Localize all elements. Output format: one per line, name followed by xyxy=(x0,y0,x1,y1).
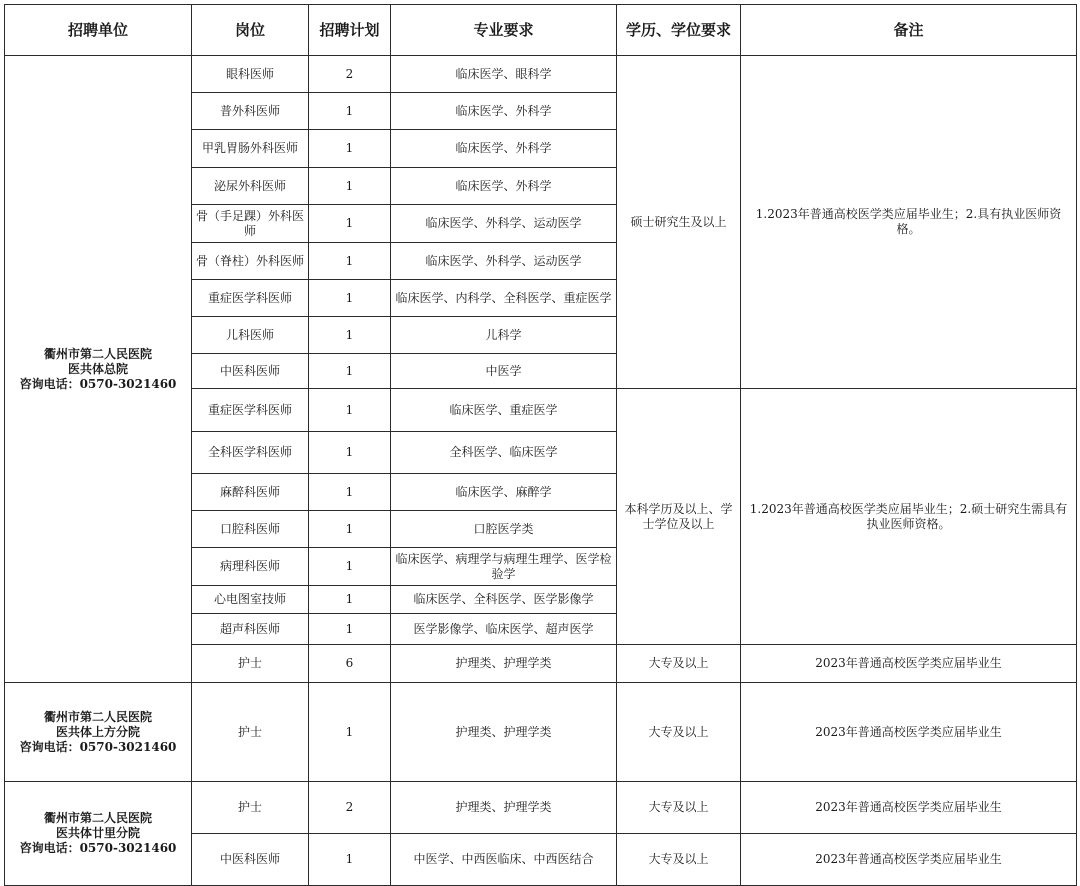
note-cell-master: 1.2023年普通高校医学类应届毕业生；2.具有执业医师资格。 xyxy=(741,56,1077,389)
header-position: 岗位 xyxy=(192,5,309,56)
plan-cell: 2 xyxy=(309,56,391,93)
major-cell: 临床医学、外科学 xyxy=(391,168,617,205)
major-cell: 医学影像学、临床医学、超声医学 xyxy=(391,614,617,645)
major-cell: 临床医学、外科学、运动医学 xyxy=(391,243,617,280)
major-cell: 临床医学、病理学与病理生理学、医学检验学 xyxy=(391,548,617,586)
major-cell: 临床医学、内科学、全科医学、重症医学 xyxy=(391,280,617,317)
position-cell: 超声科医师 xyxy=(192,614,309,645)
major-cell: 口腔医学类 xyxy=(391,511,617,548)
plan-cell: 6 xyxy=(309,645,391,683)
plan-cell: 1 xyxy=(309,93,391,130)
major-cell: 护理类、护理学类 xyxy=(391,782,617,834)
unit-sub: 医共体廿里分院 xyxy=(55,826,140,840)
position-cell: 护士 xyxy=(192,683,309,782)
plan-cell: 1 xyxy=(309,474,391,511)
note-cell-bachelor: 1.2023年普通高校医学类应届毕业生；2.硕士研究生需具有执业医师资格。 xyxy=(741,389,1077,645)
unit-phone: 咨询电话：0570-3021460 xyxy=(19,376,177,391)
plan-cell: 1 xyxy=(309,389,391,432)
plan-cell: 1 xyxy=(309,205,391,243)
degree-cell: 大专及以上 xyxy=(617,782,741,834)
plan-cell: 1 xyxy=(309,614,391,645)
major-cell: 临床医学、全科医学、医学影像学 xyxy=(391,586,617,614)
position-cell: 骨（脊柱）外科医师 xyxy=(192,243,309,280)
degree-cell: 大专及以上 xyxy=(617,834,741,886)
plan-cell: 1 xyxy=(309,511,391,548)
note-cell: 2023年普通高校医学类应届毕业生 xyxy=(741,645,1077,683)
major-cell: 全科医学、临床医学 xyxy=(391,432,617,474)
major-cell: 护理类、护理学类 xyxy=(391,645,617,683)
major-cell: 护理类、护理学类 xyxy=(391,683,617,782)
header-major: 专业要求 xyxy=(391,5,617,56)
position-cell: 中医科医师 xyxy=(192,834,309,886)
major-cell: 儿科学 xyxy=(391,317,617,354)
unit-phone: 咨询电话：0570-3021460 xyxy=(19,841,177,855)
header-row xyxy=(5,5,1077,56)
plan-cell: 1 xyxy=(309,168,391,205)
position-cell: 全科医学科医师 xyxy=(192,432,309,474)
plan-cell: 1 xyxy=(309,548,391,586)
plan-cell: 1 xyxy=(309,432,391,474)
note-cell: 2023年普通高校医学类应届毕业生 xyxy=(741,782,1077,834)
unit-cell-main xyxy=(5,56,192,683)
unit-name: 衢州市第二人民医院 xyxy=(43,811,152,825)
position-cell: 重症医学科医师 xyxy=(192,389,309,432)
major-cell: 中医学 xyxy=(391,354,617,389)
major-cell: 临床医学、麻醉学 xyxy=(391,474,617,511)
plan-cell: 1 xyxy=(309,243,391,280)
position-cell: 眼科医师 xyxy=(192,56,309,93)
note-cell: 2023年普通高校医学类应届毕业生 xyxy=(741,834,1077,886)
position-cell: 甲乳胃肠外科医师 xyxy=(192,130,309,168)
position-cell: 护士 xyxy=(192,645,309,683)
plan-cell: 1 xyxy=(309,354,391,389)
unit-name: 衢州市第二人民医院 xyxy=(43,709,152,724)
degree-cell: 大专及以上 xyxy=(617,683,741,782)
major-cell: 临床医学、外科学 xyxy=(391,93,617,130)
header-note: 备注 xyxy=(741,5,1077,56)
plan-cell: 1 xyxy=(309,317,391,354)
major-cell: 临床医学、外科学、运动医学 xyxy=(391,205,617,243)
position-cell: 普外科医师 xyxy=(192,93,309,130)
plan-cell: 1 xyxy=(309,130,391,168)
plan-cell: 2 xyxy=(309,782,391,834)
plan-cell: 1 xyxy=(309,280,391,317)
unit-sub: 医共体上方分院 xyxy=(55,724,140,739)
unit-phone: 咨询电话：0570-3021460 xyxy=(19,739,177,754)
unit-sub: 医共体总院 xyxy=(67,361,128,376)
major-cell: 临床医学、外科学 xyxy=(391,130,617,168)
table-row xyxy=(5,56,1077,93)
plan-cell: 1 xyxy=(309,586,391,614)
note-cell: 2023年普通高校医学类应届毕业生 xyxy=(741,683,1077,782)
degree-cell-master: 硕士研究生及以上 xyxy=(617,56,741,389)
position-cell: 重症医学科医师 xyxy=(192,280,309,317)
plan-cell: 1 xyxy=(309,683,391,782)
unit-name: 衢州市第二人民医院 xyxy=(43,346,152,361)
major-cell: 临床医学、眼科学 xyxy=(391,56,617,93)
position-cell: 中医科医师 xyxy=(192,354,309,389)
degree-cell-bachelor: 本科学历及以上、学士学位及以上 xyxy=(617,389,741,645)
header-plan: 招聘计划 xyxy=(309,5,391,56)
position-cell: 护士 xyxy=(192,782,309,834)
degree-cell: 大专及以上 xyxy=(617,645,741,683)
position-cell: 骨（手足踝）外科医师 xyxy=(192,205,309,243)
position-cell: 心电图室技师 xyxy=(192,586,309,614)
plan-cell: 1 xyxy=(309,834,391,886)
position-cell: 病理科医师 xyxy=(192,548,309,586)
position-cell: 儿科医师 xyxy=(192,317,309,354)
major-cell: 临床医学、重症医学 xyxy=(391,389,617,432)
unit-cell-shangfang xyxy=(5,683,192,782)
unit-cell-nianli xyxy=(5,782,192,886)
position-cell: 麻醉科医师 xyxy=(192,474,309,511)
position-cell: 泌尿外科医师 xyxy=(192,168,309,205)
recruitment-table xyxy=(4,4,1077,886)
major-cell: 中医学、中西医临床、中西医结合 xyxy=(391,834,617,886)
position-cell: 口腔科医师 xyxy=(192,511,309,548)
table-row xyxy=(5,782,1077,834)
table-row xyxy=(5,683,1077,782)
header-unit: 招聘单位 xyxy=(5,5,192,56)
header-degree: 学历、学位要求 xyxy=(617,5,741,56)
